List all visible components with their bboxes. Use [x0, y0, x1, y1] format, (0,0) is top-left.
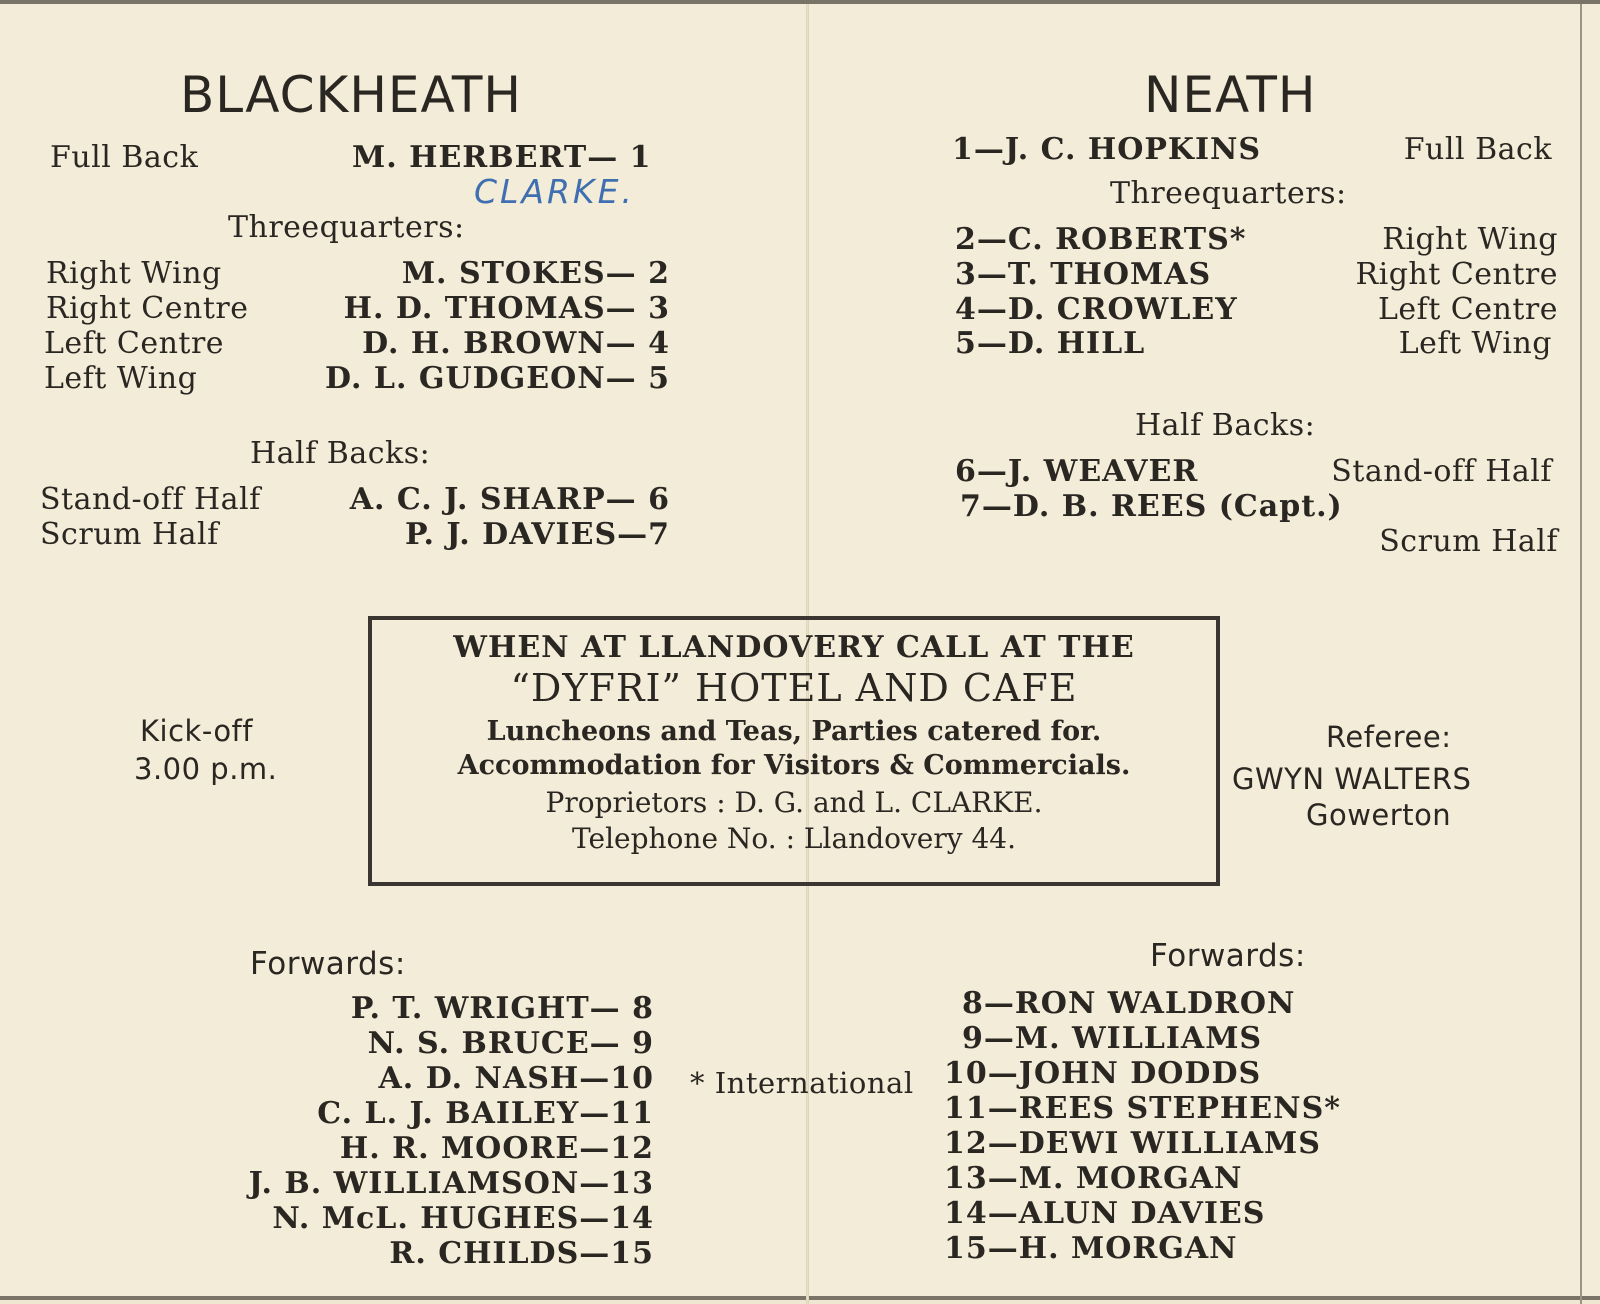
neath-full-back-label: Full Back — [1403, 132, 1552, 167]
blackheath-player: H. D. THOMAS— 3 — [343, 291, 670, 326]
blackheath-forward: P. T. WRIGHT— 8 — [350, 991, 654, 1026]
blackheath-forward: N. McL. HUGHES—14 — [272, 1201, 654, 1236]
advert-proprietors: Proprietors : D. G. and L. CLARKE. — [545, 786, 1043, 819]
advert-line: Luncheons and Teas, Parties catered for. — [486, 716, 1102, 747]
neath-player: 3—T. THOMAS — [955, 257, 1212, 292]
advert-line: Accommodation for Visitors & Commercials. — [457, 750, 1131, 781]
neath-player: 4—D. CROWLEY — [955, 292, 1238, 327]
neath-position: Left Wing — [1398, 326, 1552, 361]
kickoff-time: 3.00 p.m. — [134, 752, 278, 786]
neath-position: Right Centre — [1355, 257, 1558, 292]
kickoff-label: Kick-off — [140, 714, 253, 748]
blackheath-full-back-player: M. HERBERT— 1 — [352, 140, 652, 175]
neath-forward: 15—H. MORGAN — [944, 1231, 1238, 1266]
referee-club: Gowerton — [1306, 798, 1452, 832]
neath-half-backs-heading: Half Backs: — [1135, 408, 1316, 443]
blackheath-position: Left Centre — [44, 326, 225, 361]
international-note: * International — [690, 1066, 914, 1100]
hotel-advert — [368, 616, 1220, 886]
blackheath-position: Stand-off Half — [40, 482, 261, 517]
neath-position: Left Centre — [1377, 292, 1558, 327]
page-edge — [1580, 4, 1582, 1304]
neath-forward: 13—M. MORGAN — [944, 1161, 1243, 1196]
advert-line: WHEN AT LLANDOVERY CALL AT THE — [453, 630, 1135, 665]
neath-position: Right Wing — [1382, 222, 1558, 257]
blackheath-forward: R. CHILDS—15 — [389, 1236, 654, 1271]
blackheath-full-back-label: Full Back — [50, 140, 199, 175]
neath-forward: 8—RON WALDRON — [962, 986, 1296, 1021]
referee-name: GWYN WALTERS — [1232, 762, 1472, 796]
blackheath-forward: H. R. MOORE—12 — [339, 1131, 654, 1166]
neath-forward: 11—REES STEPHENS* — [944, 1091, 1341, 1126]
blackheath-half-backs-heading: Half Backs: — [250, 436, 431, 471]
blackheath-forward: J. B. WILLIAMSON—13 — [248, 1166, 654, 1201]
blackheath-forward: C. L. J. BAILEY—11 — [317, 1096, 654, 1131]
blackheath-title: BLACKHEATH — [180, 66, 522, 124]
neath-forward: 12—DEWI WILLIAMS — [944, 1126, 1321, 1161]
referee-label: Referee: — [1326, 720, 1452, 754]
blackheath-position: Right Centre — [46, 291, 249, 326]
neath-player: 7—D. B. REES (Capt.) — [960, 489, 1343, 524]
neath-forward: 10—JOHN DODDS — [944, 1056, 1262, 1091]
blackheath-forward: N. S. BRUCE— 9 — [367, 1026, 654, 1061]
neath-position: Stand-off Half — [1331, 454, 1552, 489]
neath-forwards-heading: Forwards: — [1150, 938, 1306, 974]
blackheath-forwards-heading: Forwards: — [250, 946, 406, 982]
neath-forward: 14—ALUN DAVIES — [944, 1196, 1266, 1231]
neath-full-back-player: 1—J. C. HOPKINS — [952, 132, 1262, 167]
blackheath-position: Scrum Half — [40, 517, 219, 552]
handwritten-note: CLARKE. — [474, 172, 635, 211]
neath-threequarters-heading: Threequarters: — [1110, 176, 1347, 211]
blackheath-threequarters-heading: Threequarters: — [228, 210, 465, 245]
blackheath-position: Left Wing — [44, 361, 198, 396]
blackheath-player: P. J. DAVIES—7 — [404, 517, 670, 552]
neath-player: 6—J. WEAVER — [955, 454, 1199, 489]
advert-telephone: Telephone No. : Llandovery 44. — [572, 822, 1016, 855]
blackheath-player: D. L. GUDGEON— 5 — [325, 361, 670, 396]
advert-hotel-name: “DYFRI” HOTEL AND CAFE — [510, 666, 1078, 710]
blackheath-position: Right Wing — [46, 256, 222, 291]
blackheath-player: D. H. BROWN— 4 — [362, 326, 670, 361]
neath-forward: 9—M. WILLIAMS — [962, 1021, 1263, 1056]
neath-player: 5—D. HILL — [955, 326, 1146, 361]
neath-title: NEATH — [1144, 66, 1317, 124]
blackheath-player: M. STOKES— 2 — [401, 256, 670, 291]
neath-player: 2—C. ROBERTS* — [955, 222, 1247, 257]
blackheath-player: A. C. J. SHARP— 6 — [349, 482, 670, 517]
neath-position: Scrum Half — [1379, 524, 1558, 559]
blackheath-forward: A. D. NASH—10 — [378, 1061, 654, 1096]
